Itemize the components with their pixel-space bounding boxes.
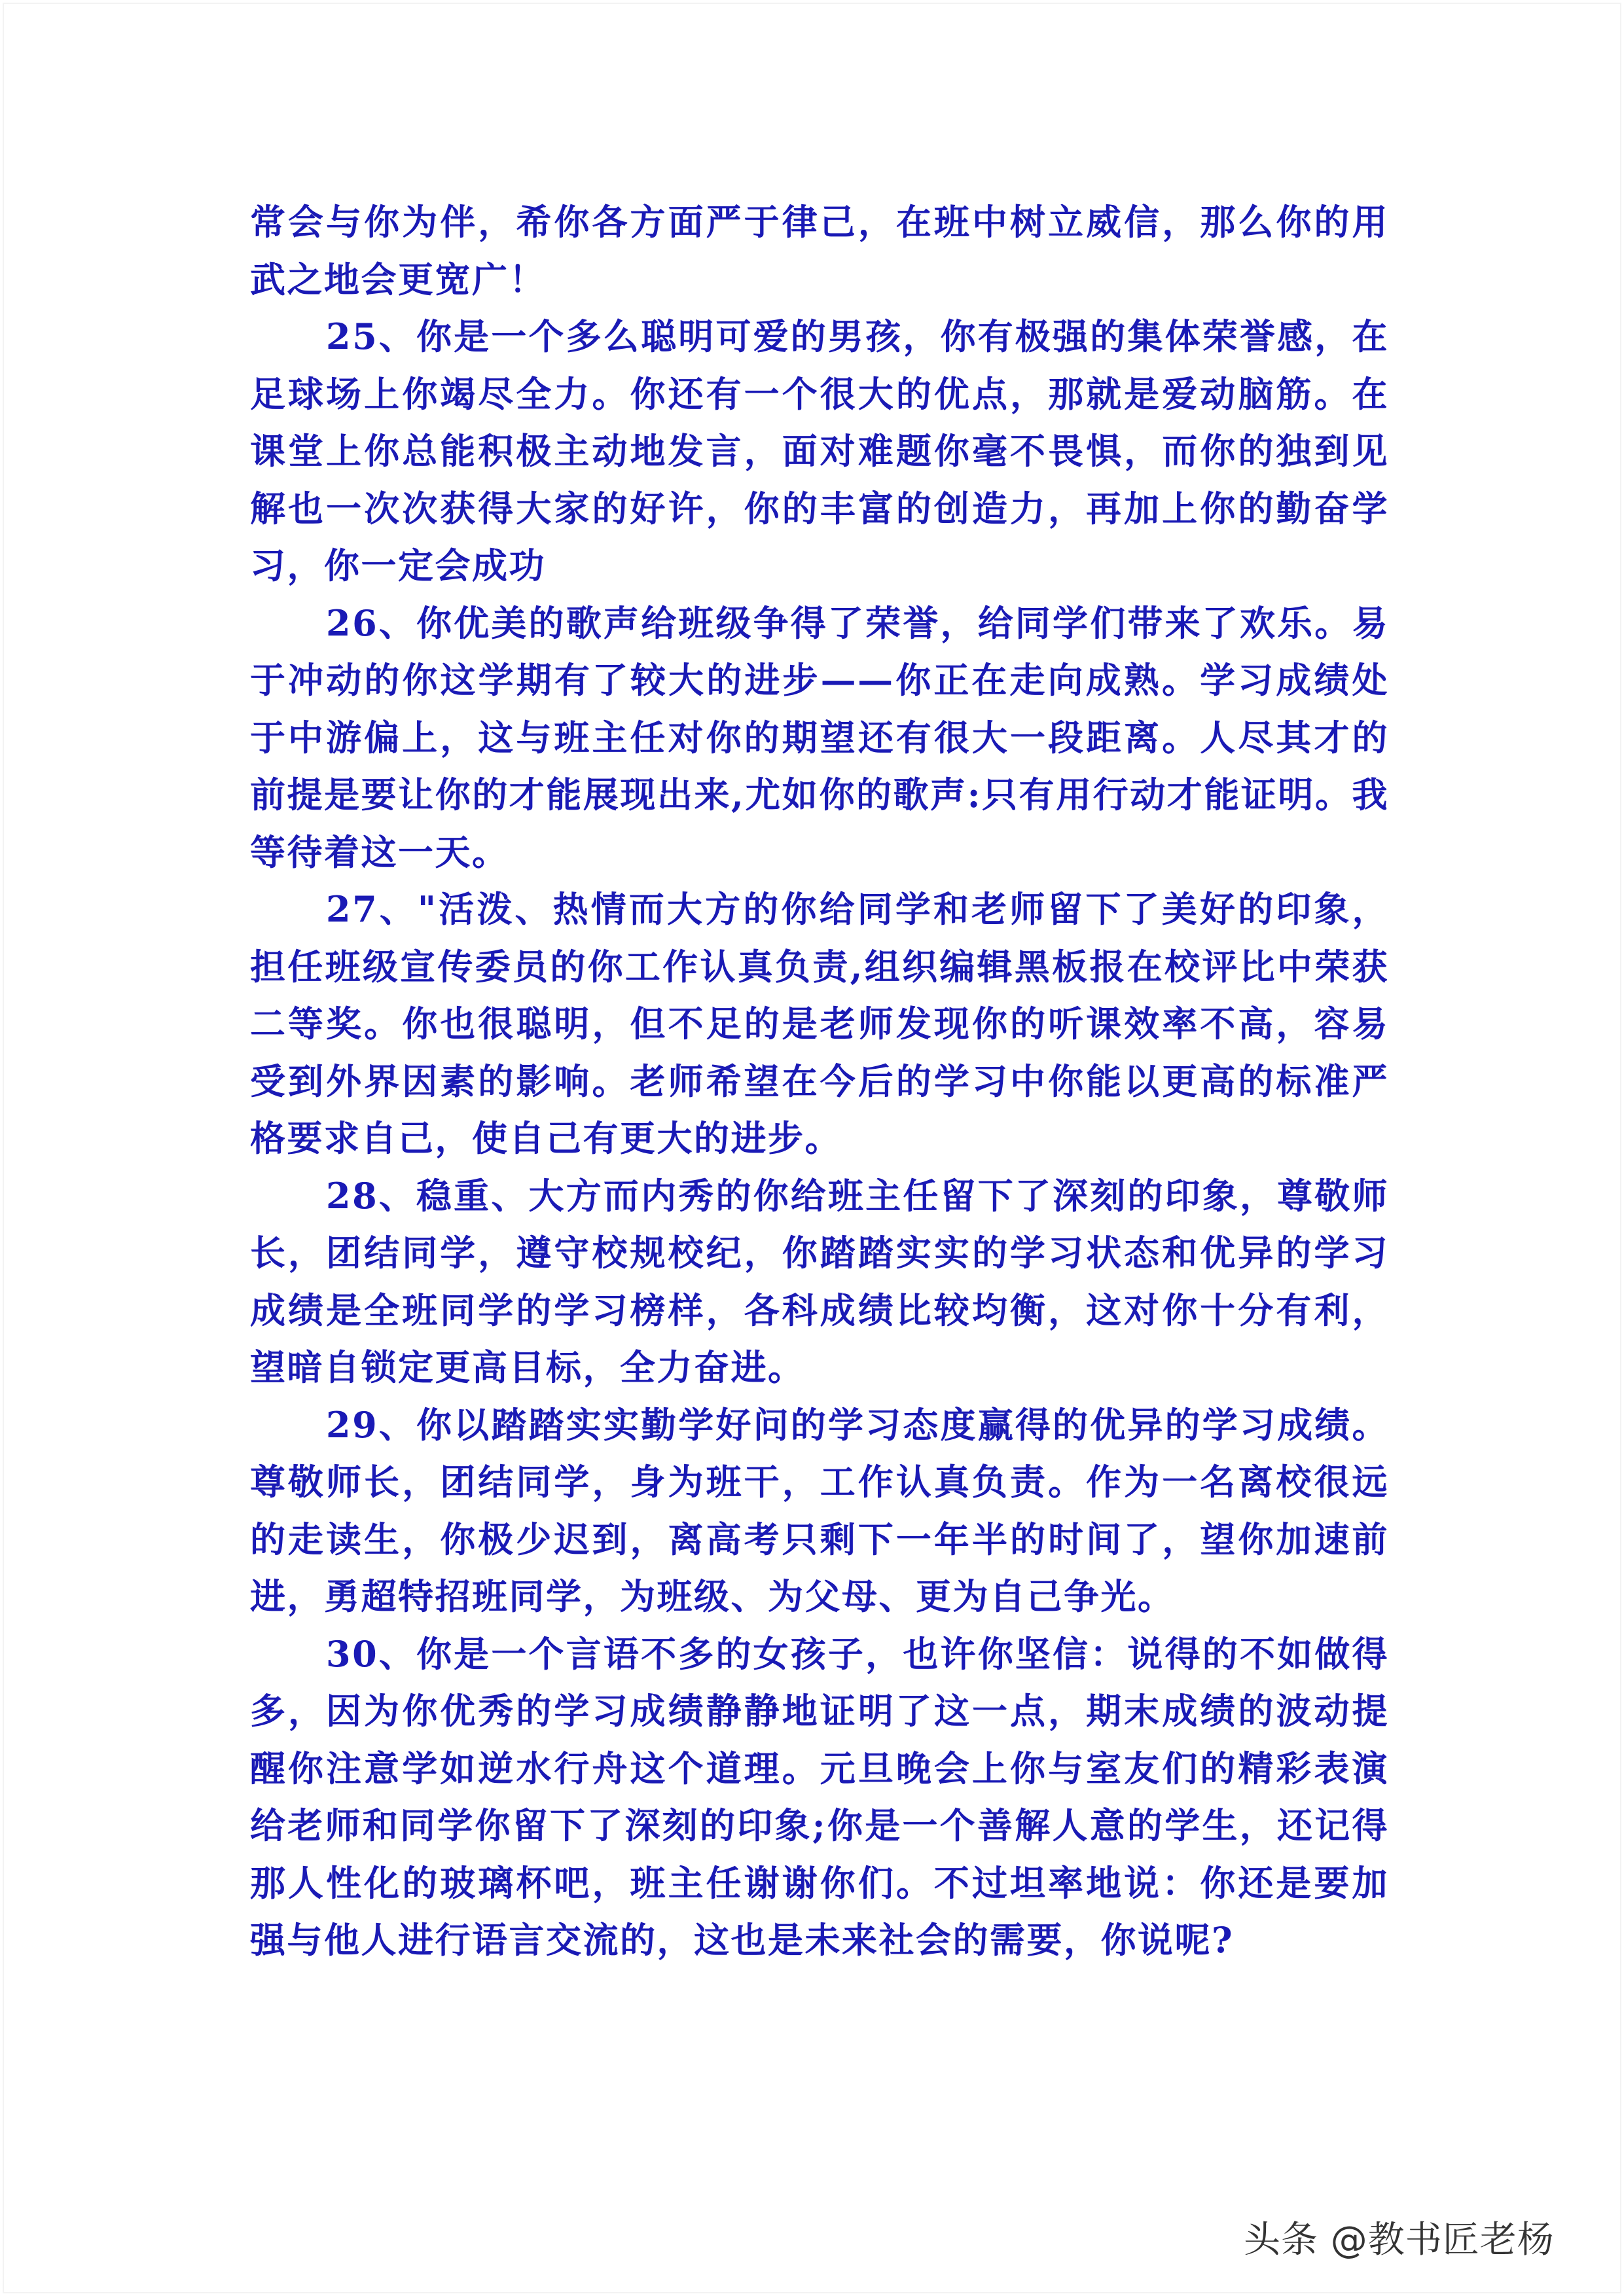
- document-body: [250, 194, 1389, 1969]
- paragraph-comment-25: 25、你是一个多么聪明可爱的男孩，你有极强的集体荣誉感，在足球场上你竭尽全力。你还有一个很大的优点，那就是爱动脑筋。在课堂上你总能积极主动地发言，面对难题你毫不畏惧，而你的独到见解也一次次获得大家的好许，你的丰富的创造力，再加上你的勤奋学习，你一定会成功: [250, 315, 1389, 586]
- paragraph-comment-30: 30、你是一个言语不多的女孩子，也许你坚信：说得的不如做得多，因为你优秀的学习成绩静静地证明了这一点，期末成绩的波动提醒你注意学如逆水行舟这个道理。元旦晚会上你与室友们的精彩表演给老师和同学你留下了深刻的印象;你是一个善解人意的学生，还记得那人性化的玻璃杯吧，班主任谢谢你们。不过坦率地说：你还是要加强与他人进行语言交流的，这也是未来社会的需要，你说呢?: [250, 1632, 1389, 1961]
- paragraph-comment-29: 29、你以踏踏实实勤学好问的学习态度赢得的优异的学习成绩。尊敬师长，团结同学，身为班干，工作认真负责。作为一名离校很远的走读生，你极少迟到，离高考只剩下一年半的时间了，望你加速前进，勇超特招班同学，为班级、为父母、更为自己争光。: [250, 1403, 1389, 1617]
- paragraph-continuation: 常会与你为伴，希你各方面严于律己，在班中树立威信，那么你的用武之地会更宽广！: [250, 201, 1389, 300]
- paragraph-comment-28: 28、稳重、大方而内秀的你给班主任留下了深刻的印象，尊敬师长，团结同学，遵守校规校纪，你踏踏实实的学习状态和优异的学习成绩是全班同学的学习榜样，各科成绩比较均衡，这对你十分有利，望暗自锁定更高目标，全力奋进。: [250, 1174, 1389, 1388]
- paragraph-comment-26: 26、你优美的歌声给班级争得了荣誉，给同学们带来了欢乐。易于冲动的你这学期有了较大的进步——你正在走向成熟。学习成绩处于中游偏上，这与班主任对你的期望还有很大一段距离。人尽其才的前提是要让你的才能展现出来,尤如你的歌声:只有用行动才能证明。我等待着这一天。: [250, 601, 1389, 873]
- watermark: 头条 @教书匠老杨: [1244, 2219, 1555, 2261]
- paragraph-comment-27: 27、"活泼、热情而大方的你给同学和老师留下了美好的印象，担任班级宣传委员的你工作认真负责,组织编辑黑板报在校评比中荣获二等奖。你也很聪明，但不足的是老师发现你的听课效率不高，容易受到外界因素的影响。老师希望在今后的学习中你能以更高的标准严格要求自己，使自己有更大的进步。: [250, 888, 1389, 1159]
